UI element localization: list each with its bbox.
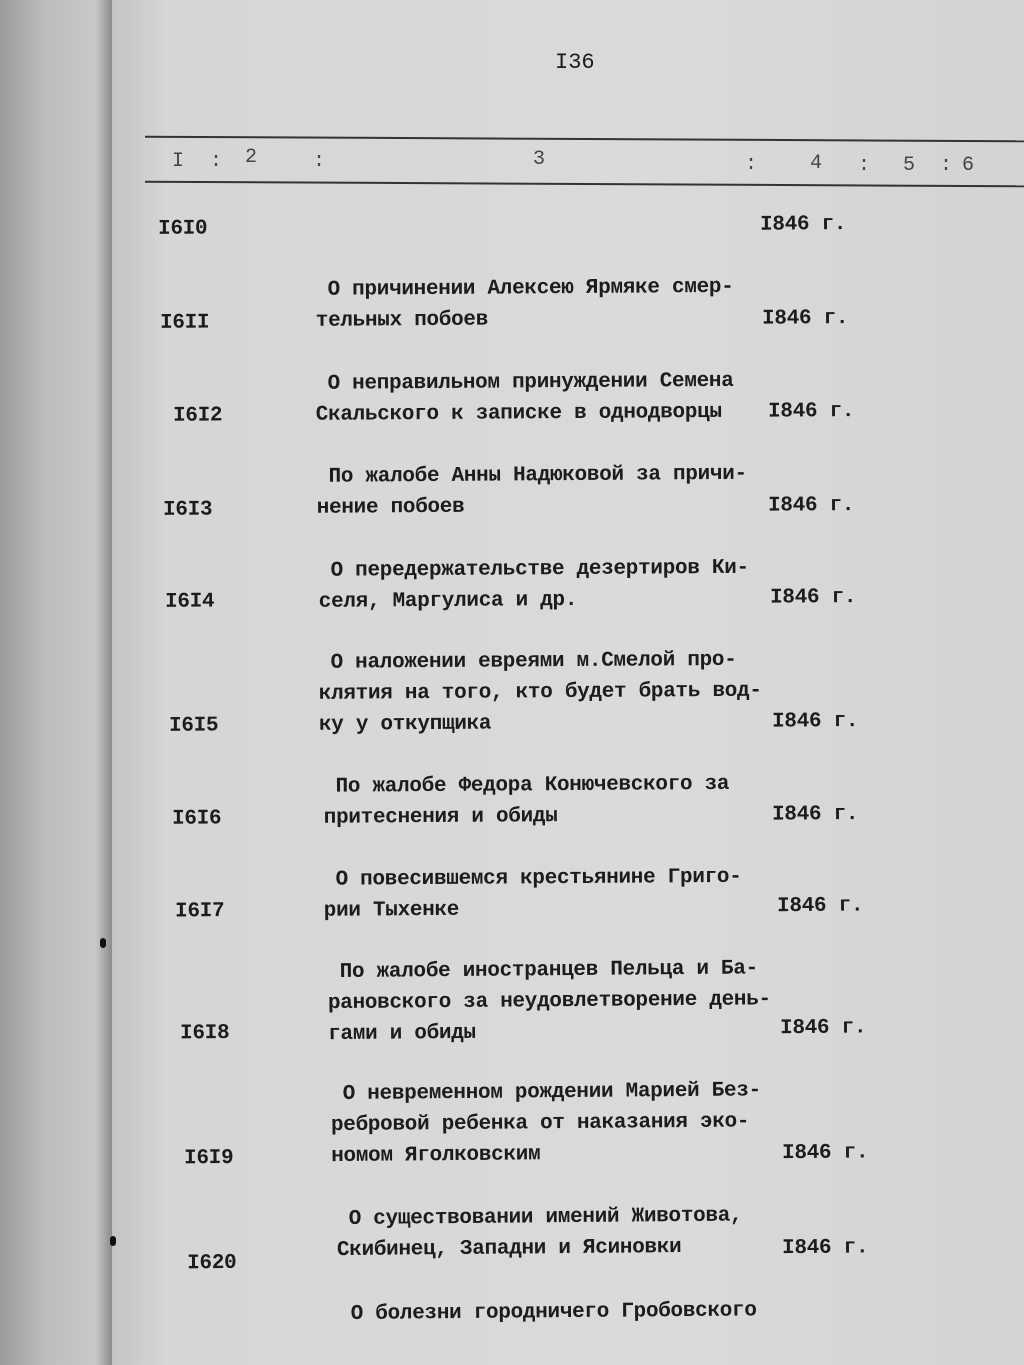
column-header-6: 6: [962, 154, 975, 177]
column-separator: :: [940, 154, 953, 177]
title-line: О повесившемся крестьянине Григо-: [335, 865, 742, 892]
title-line: клятия на того, кто будет брать вод-: [318, 679, 762, 706]
column-header-4: 4: [810, 152, 823, 175]
column-separator: :: [313, 150, 326, 173]
title-line: нение побоев: [316, 495, 465, 520]
title-line: рановского за неудовлетворение день-: [327, 988, 771, 1016]
title-line: О болезни городничего Гробовского: [350, 1299, 757, 1326]
record-title: [338, 1233, 757, 1330]
title-line: ку у откупщика: [318, 712, 492, 737]
title-line: О причинении Алексею Ярмяке смер-: [327, 275, 734, 302]
record-year: I846 г.: [772, 803, 859, 827]
title-line: О невременном рождении Марией Без-: [342, 1079, 762, 1107]
title-line: селя, Маргулиса и др.: [318, 588, 578, 614]
binding-mark: [110, 1236, 116, 1246]
title-line: По жалобе иностранцев Пельца и Ба-: [339, 957, 759, 985]
column-separator: :: [210, 150, 223, 173]
column-header-3: 3: [533, 148, 546, 171]
record-number: I6I9: [184, 1146, 234, 1171]
title-line: номом Яголковским: [331, 1143, 541, 1169]
facing-page-edge: [0, 0, 112, 1365]
page-number: I36: [555, 50, 595, 75]
record-number: I6II: [160, 311, 210, 335]
column-separator: :: [858, 154, 871, 177]
column-header-1: I: [172, 150, 185, 173]
record-year: I846 г.: [762, 307, 849, 331]
record-year: I846 г.: [777, 894, 864, 919]
title-line: О неправильном принуждении Семена: [327, 369, 734, 396]
title-line: гами и обиды: [328, 1021, 476, 1047]
record-number: I620: [187, 1251, 237, 1276]
record-number: I6I2: [173, 404, 223, 428]
column-header-5: 5: [903, 154, 916, 177]
title-line: тельных побоев: [315, 308, 489, 333]
title-line: Скальского к записке в однодворцы: [315, 400, 722, 427]
record-year: I846 г.: [772, 710, 859, 734]
record-year: I846 г.: [782, 1141, 869, 1166]
title-line: По жалобе Анны Надюковой за причи-: [328, 462, 747, 489]
title-line: О существовании имений Животова,: [348, 1204, 743, 1231]
record-year: I846 г.: [780, 1016, 867, 1041]
title-line: Скибинец, Западни и Ясиновки: [336, 1236, 682, 1263]
column-separator: :: [745, 153, 758, 176]
record-year: I846 г.: [782, 1236, 869, 1261]
record-year: I846 г.: [768, 400, 855, 424]
title-line: ребровой ребенка от наказания эко-: [330, 1110, 750, 1138]
record-year: I846 г.: [770, 586, 857, 610]
title-line: По жалобе Федора Конючевского за: [335, 772, 730, 799]
title-line: О передержательстве дезертиров Ки-: [330, 556, 749, 583]
title-line: О наложении евреями м.Смелой про-: [330, 648, 737, 675]
record-year: I846 г.: [760, 213, 847, 237]
record-number: I6I4: [165, 590, 215, 614]
column-header-2: 2: [245, 146, 258, 169]
record-number: I6I0: [158, 217, 208, 241]
record-number: I6I3: [163, 498, 213, 522]
title-line: притеснения и обиды: [323, 805, 558, 830]
record-number: I6I8: [180, 1021, 230, 1046]
record-number: I6I5: [169, 714, 219, 738]
binding-mark: [100, 938, 106, 948]
record-number: I6I6: [172, 807, 222, 831]
title-line: рии Тыхенке: [323, 898, 460, 923]
record-year: I846 г.: [768, 494, 855, 518]
record-number: I6I7: [175, 900, 225, 924]
